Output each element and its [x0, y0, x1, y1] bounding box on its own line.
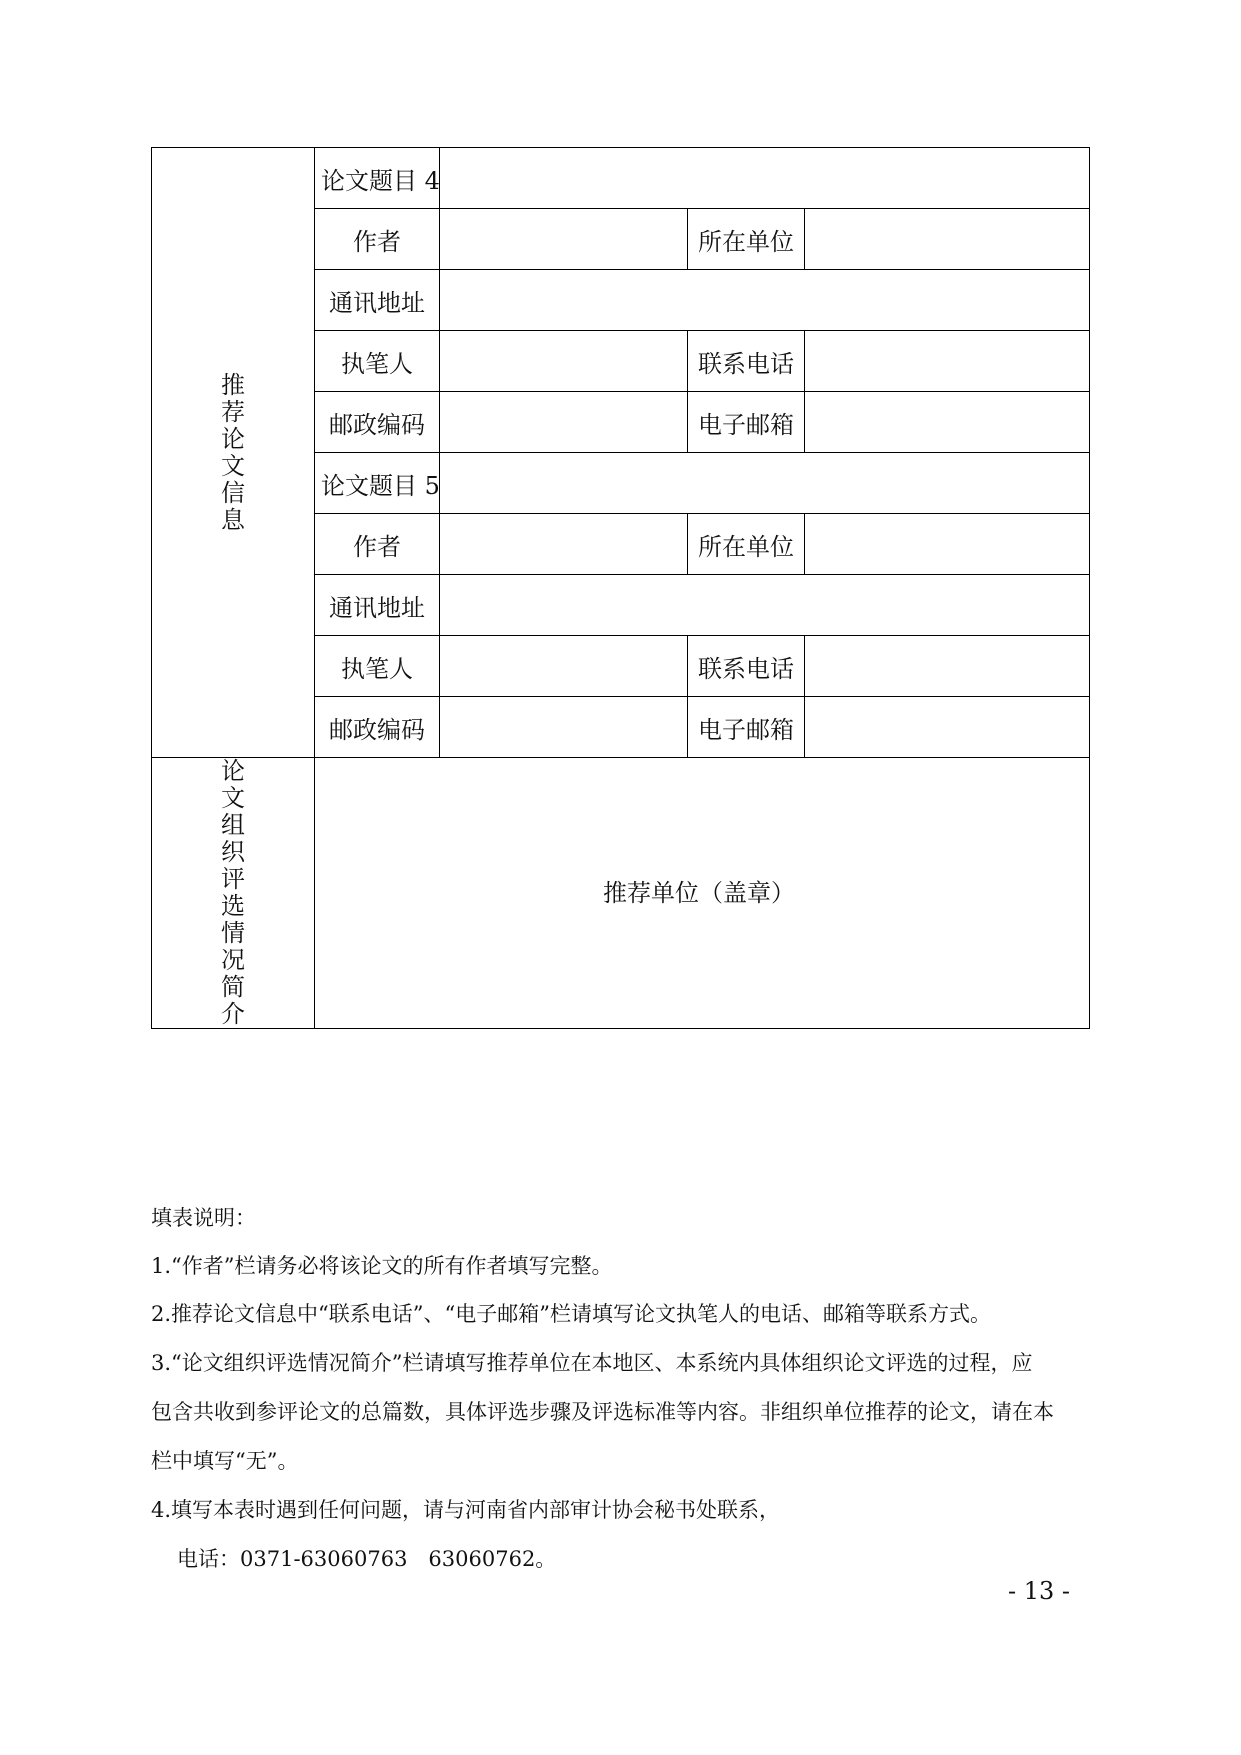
postcode-field[interactable] — [440, 392, 688, 453]
page-number: - 13 - — [1008, 1577, 1071, 1605]
writer-label: 执笔人 — [315, 331, 440, 392]
note-line: 3.“论文组织评选情况简介”栏请填写推荐单位在本地区、本系统内具体组织论文评选的过程，应 — [151, 1351, 1033, 1375]
unit-label: 所在单位 — [688, 209, 805, 270]
writer-field[interactable] — [440, 636, 688, 697]
author-label: 作者 — [315, 514, 440, 575]
phone-label: 联系电话 — [688, 636, 805, 697]
unit-field[interactable] — [805, 514, 1090, 575]
note-line: 1.“作者”栏请务必将该论文的所有作者填写完整。 — [151, 1254, 613, 1278]
paper-recommendation-form — [151, 147, 1090, 1029]
phone-field[interactable] — [805, 331, 1090, 392]
author-label: 作者 — [315, 209, 440, 270]
section-label-paper-info: 推荐论文信息 — [152, 148, 315, 758]
summary-field[interactable] — [315, 758, 1090, 1029]
paper-title-label: 论文题目 5 — [315, 453, 440, 514]
note-line: 包含共收到参评论文的总篇数，具体评选步骤及评选标准等内容。非组织单位推荐的论文，请在本 — [151, 1400, 1054, 1424]
writer-label: 执笔人 — [315, 636, 440, 697]
writer-field[interactable] — [440, 331, 688, 392]
paper-title-field[interactable] — [440, 453, 1090, 514]
unit-field[interactable] — [805, 209, 1090, 270]
postcode-label: 邮政编码 — [315, 392, 440, 453]
postcode-field[interactable] — [440, 697, 688, 758]
address-field[interactable] — [440, 270, 1090, 331]
note-line: 栏中填写“无”。 — [151, 1449, 299, 1473]
note-line: 2.推荐论文信息中“联系电话”、“电子邮箱”栏请填写论文执笔人的电话、邮箱等联系方式。 — [151, 1302, 991, 1326]
address-field[interactable] — [440, 575, 1090, 636]
notes-heading: 填表说明： — [151, 1206, 256, 1230]
paper-title-field[interactable] — [440, 148, 1090, 209]
email-field[interactable] — [805, 697, 1090, 758]
note-line-contact: 电话：0371-63060763 63060762。 — [177, 1547, 557, 1571]
email-label: 电子邮箱 — [688, 697, 805, 758]
paper-title-label: 论文题目 4 — [315, 148, 440, 209]
phone-label: 联系电话 — [688, 331, 805, 392]
email-label: 电子邮箱 — [688, 392, 805, 453]
unit-label: 所在单位 — [688, 514, 805, 575]
postcode-label: 邮政编码 — [315, 697, 440, 758]
author-field[interactable] — [440, 209, 688, 270]
seal-label: 推荐单位（盖章） — [603, 878, 795, 907]
address-label: 通讯地址 — [315, 270, 440, 331]
note-line: 4.填写本表时遇到任何问题，请与河南省内部审计协会秘书处联系， — [151, 1498, 781, 1522]
email-field[interactable] — [805, 392, 1090, 453]
address-label: 通讯地址 — [315, 575, 440, 636]
phone-field[interactable] — [805, 636, 1090, 697]
section-label-summary: 论文组织评选情况简介 — [152, 758, 315, 1029]
author-field[interactable] — [440, 514, 688, 575]
